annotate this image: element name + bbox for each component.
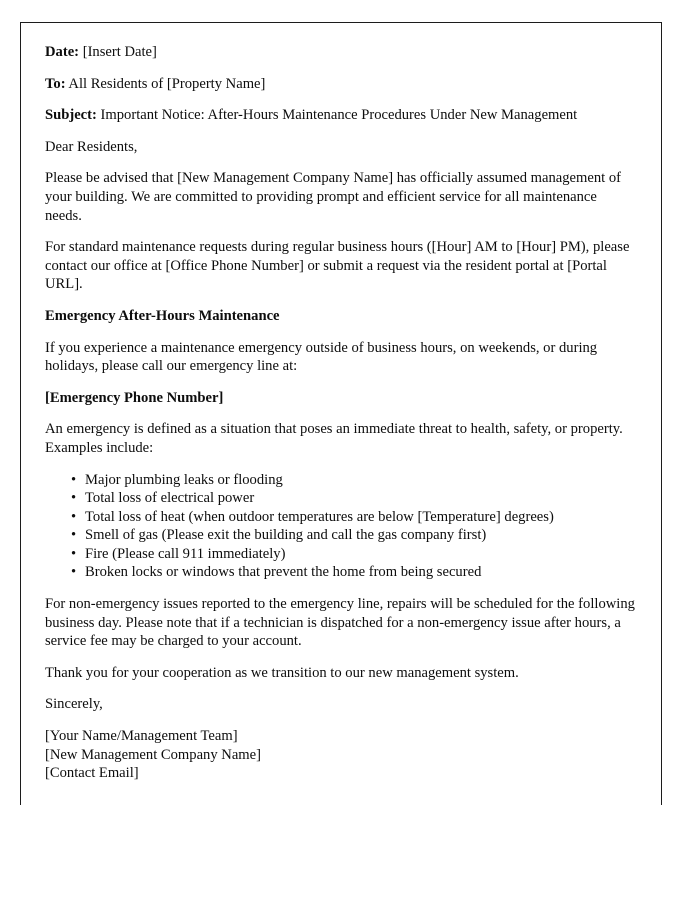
list-item: • Total loss of electrical power	[45, 489, 637, 508]
to-line	[45, 75, 637, 94]
emergency-examples-list	[45, 471, 637, 583]
list-item: • Smell of gas (Please exit the building and call the gas company first)	[45, 526, 637, 545]
list-item: • Fire (Please call 911 immediately)	[45, 545, 637, 564]
section-heading-emergency: Emergency After-Hours Maintenance	[45, 307, 280, 324]
emergency-phone-placeholder: [Emergency Phone Number]	[45, 389, 224, 406]
subject-label: Subject:	[45, 107, 97, 124]
signature-line-name: [Your Name/Management Team]	[45, 728, 238, 745]
document-body	[45, 43, 637, 783]
subject-line	[45, 106, 637, 125]
signature-line-email: [Contact Email]	[45, 765, 139, 782]
signature-line-company: [New Management Company Name]	[45, 746, 261, 763]
date-value: [Insert Date]	[82, 44, 157, 60]
document-page	[20, 22, 662, 805]
paragraph-intro: Please be advised that [New Management Company Name] has officially assumed management of your building. We are committed to providing prompt and efficient service for all maintenance needs.	[45, 170, 622, 224]
paragraph-emergency-definition: An emergency is defined as a situation that poses an immediate threat to health, safety, or property. Examples include:	[45, 421, 623, 456]
paragraph-non-emergency: For non-emergency issues reported to the emergency line, repairs will be scheduled for the following business day. Please note that if a technician is dispatched for a non-emergency issue after hours, a service fee may be charged to your account.	[45, 596, 635, 650]
to-label: To:	[45, 75, 66, 92]
list-item: • Major plumbing leaks or flooding	[45, 471, 637, 490]
subject-value: Important Notice: After-Hours Maintenance Procedures Under New Management	[100, 107, 578, 124]
list-item: • Broken locks or windows that prevent the home from being secured	[45, 563, 637, 582]
signature-block	[45, 727, 637, 783]
paragraph-emergency-intro: If you experience a maintenance emergency outside of business hours, on weekends, or during holidays, please call our emergency line at:	[45, 339, 598, 375]
to-value: All Residents of [Property Name]	[68, 75, 266, 92]
salutation: Dear Residents,	[45, 138, 138, 155]
date-line	[45, 43, 637, 62]
list-item: • Total loss of heat (when outdoor temperatures are below [Temperature] degrees)	[45, 508, 637, 527]
closing: Sincerely,	[45, 696, 103, 713]
paragraph-thanks: Thank you for your cooperation as we transition to our new management system.	[45, 664, 519, 681]
paragraph-standard-hours: For standard maintenance requests during regular business hours ([Hour] AM to [Hour] PM), please contact our office at [Office Phone Number] or submit a request via the resident portal at [Portal URL].	[45, 239, 630, 293]
date-label: Date:	[45, 44, 80, 60]
